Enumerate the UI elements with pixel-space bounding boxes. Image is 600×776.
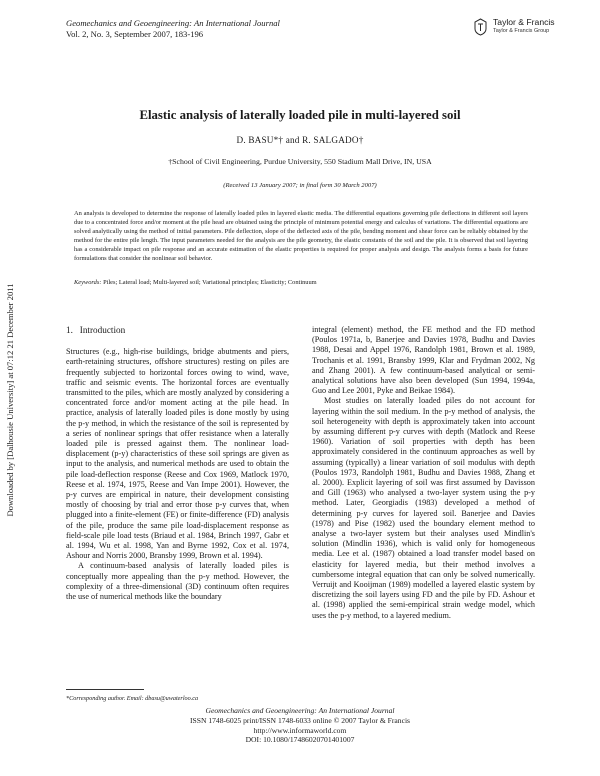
paragraph: A continuum-based analysis of laterally loaded piles is conceptually more appealing than the p-y method. However, the complexity of a three-dimensional (3D) continuum often requires the use of numerical methods like the boundary — [66, 561, 289, 602]
publisher-emblem-icon — [473, 18, 488, 36]
footer-issn: ISSN 1748-6025 print/ISSN 1748-6033 online © 2007 Taylor & Francis — [189, 715, 411, 725]
footer-url[interactable]: http://www.informaworld.com — [253, 725, 347, 735]
footer-journal: Geomechanics and Geoengineering: An International Journal — [205, 706, 395, 715]
article-authors: D. BASU*† and R. SALGADO† — [236, 135, 364, 145]
section-number: 1. — [66, 325, 73, 335]
paragraph: Structures (e.g., high-rise buildings, bridge abutments and piers, earth-retaining structures, offshore structures) resting on piles are frequently subjected to horizontal forces owing to wind, wave, traffic and seismic events. The horizontal forces are eventually transmitted to the piles, which are mostly analyzed by considering a concentrated force and/or moment acting at the pile head. In practice, analysis of laterally loaded piles is done mostly by using the p-y method, in which the resistance of the soil is represented by a series of nonlinear springs that offer resistance when a laterally loaded pile is pressed against them. The nonlinear load-displacement (p-y) characteristics of these soil springs are given as input to the analysis, and numerical methods are used to obtain the pile load-deflection response (Reese and Cox 1969, Matlock 1970, Reese et al. 1974, 1975, Reese and Van Impe 2001). However, the p-y curves are empirical in nature, their development consisting mostly of choosing by trial and error those p-y curves that, when plugged into a finite-element (FE) or finite-difference (FD) analysis of the pile, produce the same pile load-displacement response as field-scale pile load tests (Briaud et al. 1984, Brinch 1997, Gabr et al. 1994, Wu et al. 1998, Yan and Byrne 1992, Cox et al. 1974, Ashour and Norris 2000, Bransby 1999, Brown et al. 1994). — [66, 347, 289, 561]
publisher-logo — [473, 18, 555, 36]
abstract: An analysis is developed to determine the response of laterally loaded piles in layered elastic media. The differential equations governing pile deflections in different soil layers due to a concentrated force and/or moment at the pile head are obtained using the principle of minimum potential energy and calculus of variations. The differential equations are solved analytically using the method of initial parameters. Pile deflection, slope of the deflected axis of the pile, bending moment and shear force can be reliably obtained by the method for the entire pile length. The input parameters needed for the analysis are the pile geometry, the elastic constants of the soil and the pile. It is observed that soil layering has a considerable impact on pile response and an accurate estimation of the elastic properties is required for proper analysis and design. The analysis forms a basis for future formulations that consider the nonlinear soil behavior. — [74, 210, 528, 262]
author-affiliation: †School of Civil Engineering, Purdue University, 550 Stadium Mall Drive, IN, USA — [168, 157, 432, 166]
right-column — [312, 325, 535, 621]
keywords-text: Piles; Lateral load; Multi-layered soil; Variational principles; Elasticity; Continuum — [103, 279, 317, 286]
section-title: Introduction — [79, 325, 126, 335]
publisher-name: Taylor & Francis — [493, 17, 555, 27]
paragraph: integral (element) method, the FE method and the FD method (Poulos 1971a, b, Banerjee and Davies 1978, Budhu and Davies 1988, Desai and Appel 1976, Randolph 1981, Brown et al. 1989, Trochanis et al. 1991, Bransby 1999, Klar and Frydman 2002, Ng and Zhang 2001). A few continuum-based analytical or semi-analytical solutions have also been developed (Sun 1994, 1994a, Guo and Lee 2001, Pyke and Beikae 1984). — [312, 325, 535, 396]
keywords — [74, 279, 528, 286]
paragraph: Most studies on laterally loaded piles do not account for layering within the soil medium. In the p-y method of analysis, the soil heterogeneity with depth is approximately taken into account by assuming different p-y curves with depth (Matlock and Reese 1960). Variation of soil properties with depth has been approximately considered in the continuum approaches as well by assuming (typically) a linear variation of soil modulus with depth (Poulos 1973, Randolph 1981, Budhu and Davies 1988, Zhang et al. 2000). Explicit layering of soil was first assumed by Davisson and Gill (1963) who analysed a two-layer system using the p-y method. Later, Georgiadis (1983) developed a method of determining p-y curves for layered soil. Banerjee and Davies (1978) and Pise (1982) used the boundary element method to analyse a two-layer system but their analyses used Mindlin's solution (Mindlin 1936), which is valid only for homogeneous media. Lee et al. (1987) obtained a load transfer model based on elasticity for layered media, but their method involves a cumbersome integral equation that can only be solved numerically. Verruijt and Kooijman (1989) modelled a layered elastic system by discretizing the soil layers using FD and the pile by FD. Ashour et al. (1998) applied the semi-empirical strain wedge model, which uses the p-y method, to a layered medium. — [312, 396, 535, 620]
received-dates: (Received 13 January 2007; in final form 30 March 2007) — [223, 182, 377, 189]
journal-name: Geomechanics and Geoengineering: An International Journal — [66, 18, 280, 28]
left-column — [66, 325, 289, 602]
download-watermark — [5, 120, 15, 680]
journal-volume: Vol. 2, No. 3, September 2007, 183-196 — [66, 29, 204, 39]
section-heading — [66, 325, 289, 335]
article-title: Elastic analysis of laterally loaded pile in multi-layered soil — [139, 108, 461, 122]
keywords-label: Keywords: — [74, 279, 102, 286]
publisher-group: Taylor & Francis Group — [493, 28, 550, 34]
footnote: *Corresponding author. Email: dbasu@uwaterloo.ca — [66, 695, 199, 702]
page-footer — [0, 706, 600, 745]
journal-header — [66, 18, 280, 40]
download-watermark-text: Downloaded by [Dalhousie University] at 07:12 21 December 2011 — [5, 283, 15, 517]
footnote-divider — [66, 689, 144, 690]
footer-doi: DOI: 10.1080/17486020701401007 — [245, 735, 355, 745]
